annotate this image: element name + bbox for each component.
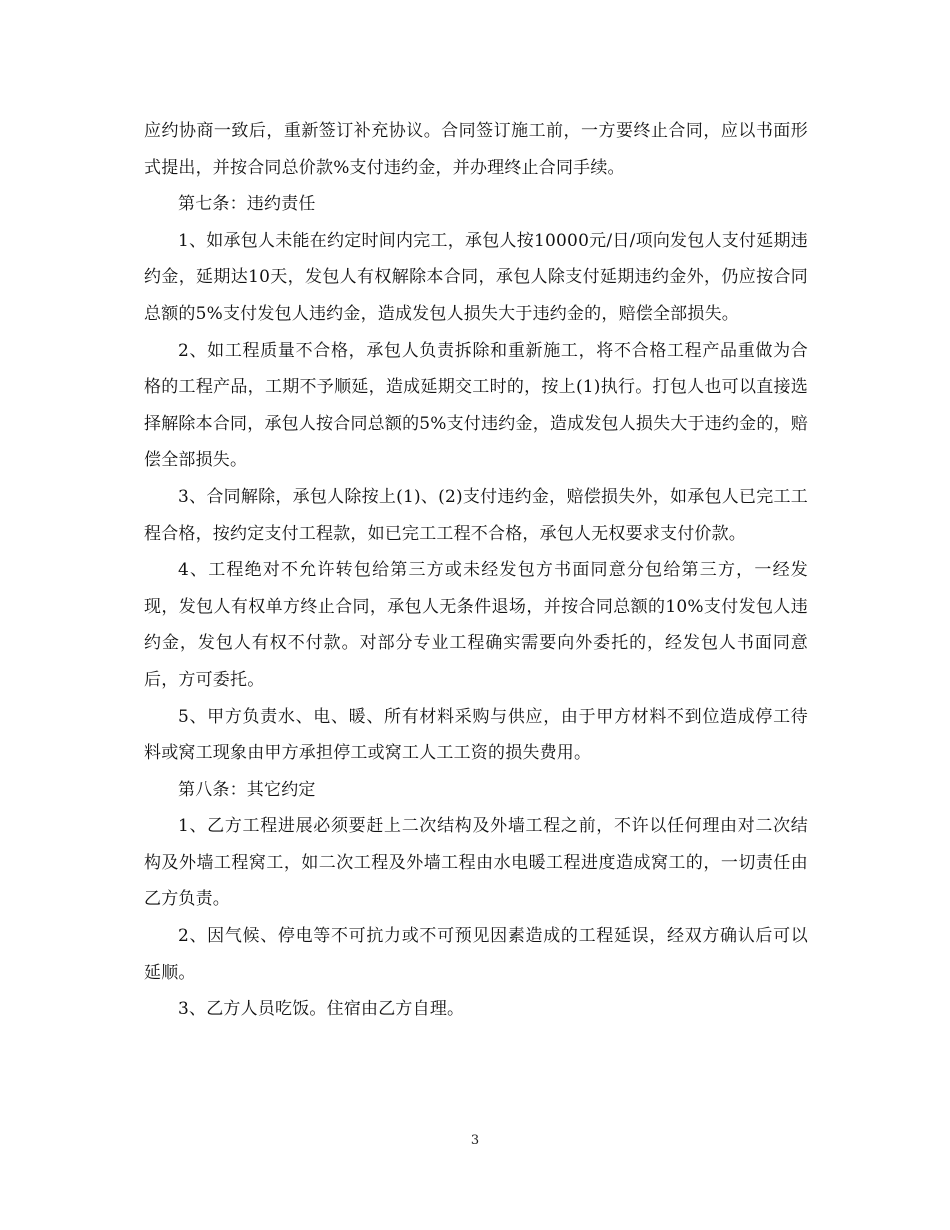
paragraph-clause-8-3: 3、乙方人员吃饭。住宿由乙方自理。	[178, 999, 465, 1020]
paragraph-clause-7-2: 2、如工程质量不合格，承包人负责拆除和重新施工，将不合格工程产品重做为合格的工程产品，工期不予顺延，造成延期交工时的，按上(1)执行。打包人也可以直接选择解除本合同，承包人按合同总额的5%支付违约金，造成发包人损失大于违约金的，赔偿全部损失。	[144, 340, 808, 471]
paragraph-clause-7-4: 4、工程绝对不允许转包给第三方或未经发包方书面同意分包给第三方，一经发现，发包人有权单方终止合同，承包人无条件退场，并按合同总额的10%支付发包人违约金，发包人有权不付款。对部分专业工程确实需要向外委托的，经发包人书面同意后，方可委托。	[144, 560, 808, 690]
paragraph-clause-7-3: 3、合同解除，承包人除按上(1)、(2)支付违约金，赔偿损失外，如承包人已完工工程合格，按约定支付工程款，如已完工工程不合格，承包人无权要求支付价款。	[144, 486, 808, 544]
paragraph-clause-8-2: 2、因气候、停电等不可抗力或不可预见因素造成的工程延误，经双方确认后可以延顺。	[144, 926, 808, 983]
paragraph-clause-7-5: 5、甲方负责水、电、暖、所有材料采购与供应，由于甲方材料不到位造成停工待料或窝工现象由甲方承担停工或窝工人工工资的损失费用。	[144, 706, 808, 764]
paragraph-clause-8-1: 1、乙方工程进展必须要赶上二次结构及外墙工程之前，不许以任何理由对二次结构及外墙工程窝工，如二次工程及外墙工程由水电暖工程进度造成窝工的，一切责任由乙方负责。	[144, 816, 808, 910]
document-body	[144, 113, 808, 1028]
section-heading-article-8: 第八条：其它约定	[178, 779, 316, 800]
page-number: 3	[470, 1133, 480, 1148]
section-heading-article-7: 第七条：违约责任	[178, 194, 316, 215]
paragraph-clause-7-1: 1、如承包人未能在约定时间内完工，承包人按10000元/日/项向发包人支付延期违约金，延期达10天，发包人有权解除本合同，承包人除支付延期违约金外，仍应按合同总额的5%支付发包人违约金，造成发包人损失大于违约金的，赔偿全部损失。	[144, 230, 808, 324]
paragraph-continuation: 应约协商一致后，重新签订补充协议。合同签订施工前，一方要终止合同，应以书面形式提出，并按合同总价款%支付违约金，并办理终止合同手续。	[144, 121, 808, 178]
